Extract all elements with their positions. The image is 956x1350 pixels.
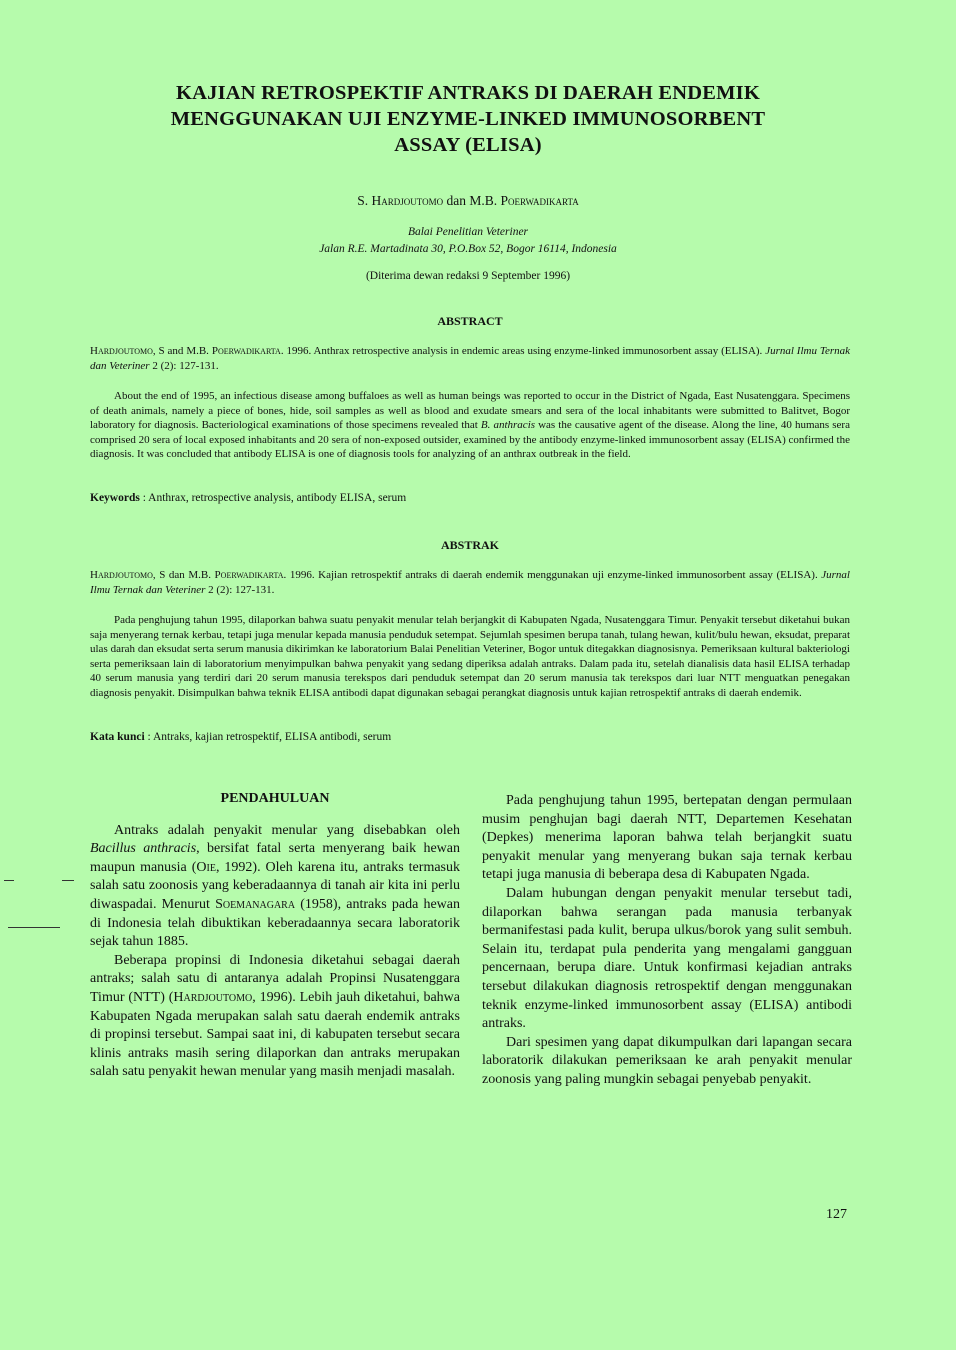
author-2-surname: Poerwadikarta	[500, 193, 579, 208]
author-1-initial: S.	[357, 193, 372, 208]
intro-p1-ref-soemanagara: Soemanagara	[215, 896, 296, 912]
abstract-cite-author-2: Poerwadikarta	[211, 345, 281, 357]
title-line-1: KAJIAN RETROSPEKTIF ANTRAKS DI DAERAH ENDEMIK	[175, 82, 761, 104]
right-paragraph-2: Dalam hubungan dengan penyakit menular tersebut tadi, dilaporkan bahwa serangan pada manusia terbanyak bermanifestasi pada kulit, berupa ulkus/borok yang sulit sembuh. Selain itu, terdapat pula penderita yang mengalami gangguan pencernaan, berupa diare. Untuk konfirmasi kejadian antraks tersebut dilakukan diagnosis retrospektif dengan menggunakan teknik enzyme-linked immunosorbent assay (ELISA) antibodi antraks.	[482, 885, 852, 1032]
intro-p2-ref-hardjoutomo: Hardjoutomo	[173, 989, 253, 1005]
abstract-cite-rest: S and M.B.	[155, 345, 212, 357]
left-column	[90, 790, 460, 1082]
kata-kunci	[90, 731, 391, 743]
author-1-surname: Hardjoutomo	[371, 193, 444, 208]
abstrak-cite-author-2: Poerwadikarta	[214, 569, 284, 581]
abstrak-body	[90, 613, 850, 701]
page-number: 127	[826, 1207, 847, 1222]
author-2-initial: M.B.	[469, 193, 501, 208]
margin-mark-1	[4, 880, 14, 881]
kata-kunci-text: : Antraks, kajian retrospektif, ELISA antibodi, serum	[144, 731, 392, 743]
intro-p1-a: Antraks adalah penyakit menular yang disebabkan oleh	[114, 822, 460, 838]
abstract-cite-author-1: Hardjoutomo,	[90, 345, 156, 357]
affiliation	[90, 224, 846, 258]
keywords-label: Keywords	[90, 492, 140, 504]
intro-p1-d: (1958), antraks pada hewan di Indonesia telah dibuktikan keberadaannya secara laboratorik sejak tahun 1885.	[90, 896, 461, 950]
abstract-body-part-2: was the causative agent of the disease. Along the line, 40 humans sera comprised 20 sera of local exposed inhabitants and 20 sera of non-exposed outsider, examined by the antibody enzyme-linked immunosorbent assay (ELISA) confirmed the diagnosis. It was concluded that antibody ELISA is one of diagnosis tools for analyzing of an anthrax outbreak in the field.	[90, 419, 850, 461]
intro-p1-b: , bersifat fatal serta menyerang baik hewan maupun manusia (	[90, 841, 460, 875]
keywords-text: : Anthrax, retrospective analysis, antibody ELISA, serum	[139, 492, 407, 504]
intro-p2-b: , 1996). Lebih jauh diketahui, bahwa Kabupaten Ngada merupakan salah satu daerah endemik antraks di propinsi tersebut. Sampai saat ini, di kabupaten tersebut secara klinis antraks masih sering dilaporkan dan antraks merupakan salah satu penyakit hewan menular yang masih menjadi masalah.	[90, 989, 460, 1080]
right-paragraph-3: Dari spesimen yang dapat dikumpulkan dari lapangan secara laboratorik dilakukan pemeriksaan ke arah penyakit menular zoonosis yang paling mungkin sebagai penyebab penyakit.	[482, 1034, 852, 1087]
affiliation-line-2: Jalan R.E. Martadinata 30, P.O.Box 52, Bogor 16114, Indonesia	[319, 243, 617, 255]
title-line-2: MENGGUNAKAN UJI ENZYME-LINKED IMMUNOSORBENT	[170, 108, 766, 130]
affiliation-line-1: Balai Penelitian Veteriner	[407, 226, 529, 238]
right-paragraph-1: Pada penghujung tahun 1995, bertepatan dengan permulaan musim penghujan bagi daerah NTT, Departemen Kesehatan (Depkes) menerima laporan bahwa telah berjangkit suatu penyakit menular yang menyerang bukan saja ternak kerbau tetapi juga manusia di beberapa desa di Kabupaten Ngada.	[482, 793, 852, 883]
margin-mark-3	[8, 927, 60, 928]
kata-kunci-label: Kata kunci	[90, 731, 145, 743]
intro-p1-c: , 1992). Oleh karena itu, antraks termasuk salah satu zoonosis yang keberadaannya di tanah air kita ini perlu diwaspadai. Menurut	[90, 859, 460, 912]
abstract-body-species: B. anthracis	[480, 419, 536, 432]
abstrak-cite-rest: S dan M.B.	[155, 569, 215, 581]
paper-title	[90, 80, 846, 158]
abstrak-cite-end: 2 (2): 127-131.	[205, 583, 275, 596]
title-line-3: ASSAY (ELISA)	[394, 134, 542, 156]
abstrak-body-text: Pada penghujung tahun 1995, dilaporkan bahwa suatu penyakit menular telah berjangkit di Kabupaten Ngada, Nusatenggara Timur. Penyakit tersebut diketahui bukan saja menyerang ternak kerbau, tetapi juga menular kepada manusia penduduk setempat. Sejumlah spesimen berupa tanah, tulang hewan, kulit/bulu hewan, eksudat, preparat ulas darah dan eksudat serta serum manusia dikirimkan ke laboratorium Balai Penelitian Veteriner, Bogor untuk ditegakkan diagnosisnya. Pemeriksaan kultural bakteriologi serta pemeriksaan lain di laboratorium menyimpulkan bahwa penyakit yang sedang diperiksa adalah antraks. Dalam pada itu, setelah dianalisis data hasil ELISA terhadap 40 serum manusia yang terdiri dari 20 serum manusia terekspos dari penduduk setempat dan 20 serum manusia tak terekspos dari luar NTT menguatkan penegakan diagnosis penyakit. Disimpulkan bahwa teknik ELISA antibodi dapat digunakan sebagai perangkat diagnosis untuk kajian retrospektif antraks di daerah endemik.	[90, 614, 850, 699]
section-heading-pendahuluan: PENDAHULUAN	[220, 791, 330, 806]
abstrak-citation	[90, 568, 850, 597]
abstract-heading: ABSTRACT	[437, 314, 503, 328]
abstract-citation	[90, 344, 850, 373]
intro-p2-a: Beberapa propinsi di Indonesia diketahui sebagai daerah antraks; salah satu di antaranya adalah Propinsi Nusatenggara Timur (NTT) (	[90, 952, 460, 1005]
margin-mark-2	[62, 880, 74, 881]
abstrak-cite-author-1: Hardjoutomo,	[90, 569, 156, 581]
author-conjunction: dan	[443, 193, 470, 208]
intro-p1-species: Bacillus anthracis	[90, 841, 197, 857]
abstract-cite-end: 2 (2): 127-131.	[149, 359, 219, 372]
abstrak-cite-journal: Jurnal Ilmu Ternak dan Veteriner	[90, 569, 850, 596]
abstract-body-part-1: About the end of 1995, an infectious disease among buffaloes as well as human beings was reported to occur in the District of Ngada, East Nusatenggara. Specimens of death animals, namely a piece of bones, hide, soil samples as well as blood and exudate smears and sera of the local inhabitants were submitted to Balitvet, Bogor laboratory for diagnosis. Bacteriological examinations of those specimens revealed that	[90, 390, 850, 432]
keywords	[90, 492, 406, 504]
authors	[90, 193, 846, 209]
intro-paragraph-2	[90, 952, 460, 1082]
abstrak-heading: ABSTRAK	[440, 538, 499, 552]
abstract-cite-text: . 1996. Anthrax retrospective analysis in endemic areas using enzyme-linked immunosorbent assay (ELISA).	[280, 345, 766, 357]
intro-paragraph-1	[90, 822, 460, 952]
abstract-body	[90, 389, 850, 462]
received-date: (Diterima dewan redaksi 9 September 1996)	[365, 270, 571, 282]
abstract-cite-journal: Jurnal Ilmu Ternak dan Veteriner	[90, 345, 851, 372]
right-column	[482, 792, 852, 1090]
intro-p1-ref-oie: Oie	[196, 859, 216, 875]
abstrak-cite-text: . 1996. Kajian retrospektif antraks di daerah endemik menggunakan uji enzyme-linked immunosorbent assay (ELISA).	[283, 569, 822, 581]
